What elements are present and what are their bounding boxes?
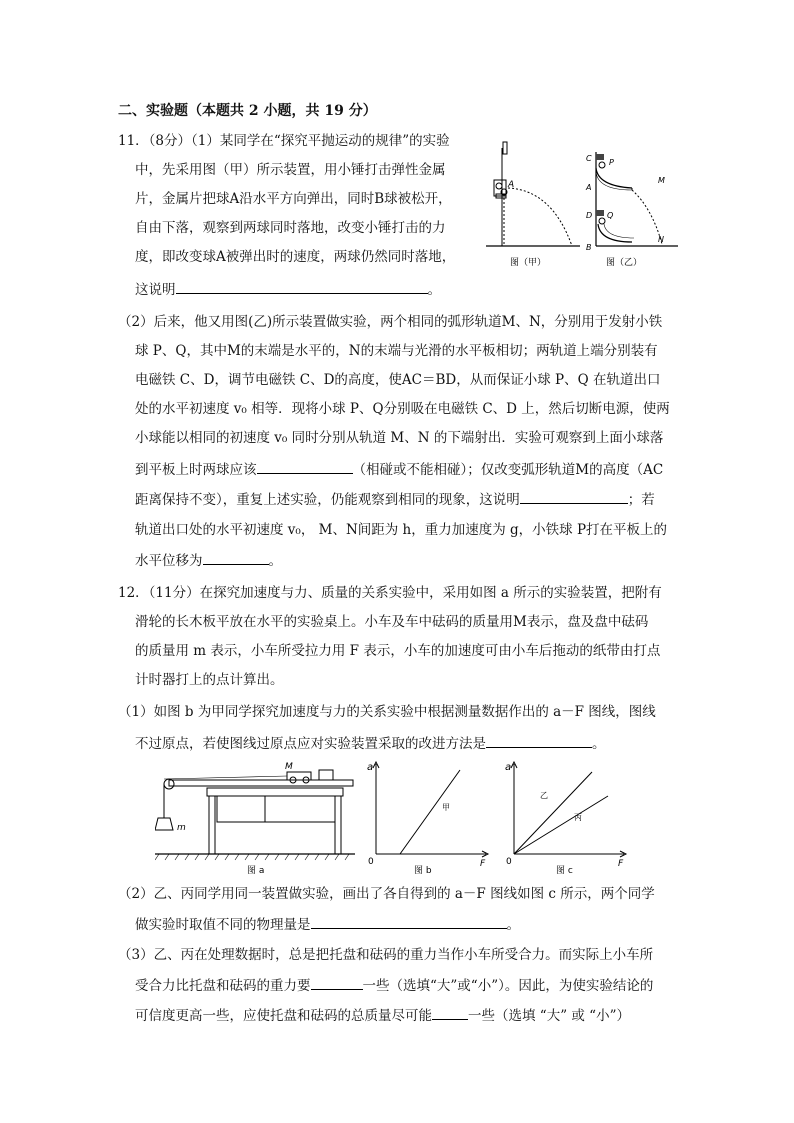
q11-text-collide: （相碰或不能相碰）；仅改变弧形轨道M的高度（AC	[352, 462, 664, 478]
q11-p2-line-2: 球 P、Q，其中M的末端是水平的，N的末端与光滑的水平板相切；两轨道上端分别装有	[135, 343, 658, 359]
q12-line-4: 计时器打上的点计算出。	[135, 672, 284, 688]
jia-caption: 图（甲）	[510, 258, 547, 268]
q11-line-6	[135, 279, 441, 300]
fig-c-x-label: F	[618, 859, 624, 869]
q12-p1-line-1: （1）如图 b 为甲同学探究加速度与力的关系实验中根据测量数据作出的 a－F 图线，图线	[118, 704, 656, 720]
yi-label-b: B	[586, 243, 592, 252]
fig-c-label-bing: 丙	[574, 813, 582, 822]
fig-a-label-m-small: m	[177, 823, 186, 833]
jia-label-a: A	[508, 180, 515, 190]
yi-label-a: A	[586, 183, 592, 192]
q11-line-3: 片，金属片把球A沿水平方向弹出，同时B球被松开，	[135, 191, 452, 207]
fig-a-label-m-big: M	[285, 762, 293, 772]
fig-a-board	[169, 780, 353, 786]
q12-p1-line-2	[135, 733, 606, 754]
q11-line-5: 度，即改变球A被弹出时的速度，两球仍然同时落地，	[135, 249, 456, 265]
q12-answer-blank-1[interactable]	[486, 733, 592, 748]
yi-label-n: N	[658, 235, 664, 244]
figure-c	[500, 758, 630, 878]
q11-text-should: 到平板上时两球应该	[135, 462, 257, 478]
fig-c-label-yi: 乙	[540, 791, 548, 800]
yi-ball-q	[599, 218, 605, 224]
q12-answer-blank-2[interactable]	[311, 914, 507, 929]
q11-line-2: 中，先采用图（甲）所示装置，用小锤打击弹性金属	[135, 162, 446, 178]
fig-a-caption: 图 a	[247, 866, 265, 876]
fig-c-y-label: a	[505, 762, 512, 773]
q12-text-choose-2: 一些（选填 “大” 或 “小”）	[468, 1008, 630, 1024]
fig-c-origin: 0	[506, 857, 512, 867]
q11-text-displacement: 水平位移为	[135, 553, 203, 569]
q11-answer-blank-1[interactable]	[176, 279, 428, 294]
jia-ball-a	[496, 183, 502, 189]
yi-label-m: M	[658, 176, 665, 185]
figure-jia	[482, 138, 582, 270]
q12-line-1: 12．（11分）在探究加速度与力、质量的关系实验中，采用如图 a 所示的实验装置，把附有	[118, 585, 662, 601]
fig-b-line-label: 甲	[442, 803, 450, 812]
fig-a-weight	[155, 818, 173, 830]
q12-p3-line-1: （3）乙、丙在处理数据时，总是把托盘和砝码的重力当作小车所受合力。而实际上小车所	[118, 947, 654, 963]
q11-line-4: 自由下落，观察到两球同时落地，改变小锤打击的力	[135, 220, 446, 236]
fig-c-caption: 图 c	[556, 866, 573, 876]
q12-answer-blank-4[interactable]	[432, 1005, 468, 1020]
jia-hammer	[503, 142, 507, 154]
fig-b-caption: 图 b	[414, 866, 432, 876]
q12-period-2: 。	[506, 917, 520, 933]
q11-p2-line-5: 小球能以相同的初速度 v₀ 同时分别从轨道 M、N 的下端射出．实验可观察到上面小球落	[135, 430, 664, 446]
fig-b-y-label: a	[367, 762, 374, 773]
q12-text-improve: 不过原点，若使图线过原点应对实验装置采取的改进方法是	[135, 736, 486, 752]
q11-p2-line-3: 电磁铁 C、D，调节电磁铁 C、D的高度，使AC＝BD，从而保证小球 P、Q 在轨道出口	[135, 372, 661, 388]
q11-line-1: 11．（8分）（1）某同学在“探究平抛运动的规律”的实验	[118, 133, 450, 149]
jia-trajectory	[508, 188, 572, 246]
q12-text-quantity: 做实验时取值不同的物理量是	[135, 917, 311, 933]
q12-p3-line-3	[135, 1005, 630, 1026]
q11-answer-blank-2[interactable]	[257, 459, 353, 474]
figure-yi	[582, 138, 682, 270]
q11-p2-line-4: 处的水平初速度 v₀ 相等．现将小球 P、Q分别吸在电磁铁 C、D 上，然后切断电源，使两	[135, 401, 670, 417]
q11-text-this-shows: 这说明	[135, 282, 176, 298]
q12-line-2: 滑轮的长木板平放在水平的实验桌上。小车及车中砝码的质量用M表示，盘及盘中砝码	[135, 614, 649, 630]
q11-p2-line-1: （2）后来，他又用图(乙)所示装置做实验，两个相同的弧形轨道M、N，分别用于发射小铁	[118, 314, 663, 330]
q11-period: 。	[427, 282, 441, 298]
q11-text-if: ；若	[627, 492, 655, 508]
yi-label-p: P	[609, 158, 614, 167]
q12-line-3: 的质量用 m 表示，小车所受拉力用 F 表示，小车的加速度可由小车后拖动的纸带由打点	[135, 643, 661, 659]
q12-text-choose-1: 一些（选填“大”或“小”）。因此，为使实验结论的	[362, 978, 654, 994]
section-title: 二、实验题（本题共 2 小题，共 19 分）	[118, 103, 377, 119]
yi-label-q: Q	[607, 211, 614, 220]
q11-answer-blank-3[interactable]	[520, 489, 628, 504]
yi-ball-p	[599, 162, 605, 168]
fig-b-x-label: F	[480, 859, 486, 869]
q11-p2-line-6	[135, 459, 663, 480]
yi-label-d: D	[586, 211, 593, 220]
yi-caption: 图（乙）	[606, 258, 643, 268]
q12-text-force: 受合力比托盘和砝码的重力要	[135, 978, 311, 994]
fig-b-line-jia	[400, 770, 460, 854]
q12-p2-line-1: （2）乙、丙同学用同一装置做实验，画出了各自得到的 a－F 图线如图 c 所示，两个同学	[118, 886, 655, 902]
q12-p2-line-2	[135, 914, 520, 935]
q12-period: 。	[592, 736, 606, 752]
q11-p2-line-7	[135, 489, 655, 510]
q11-p2-line-9	[135, 550, 282, 571]
q11-answer-blank-4[interactable]	[203, 550, 269, 565]
q11-text-repeat: 距离保持不变），重复上述实验，仍能观察到相同的现象，这说明	[135, 492, 520, 508]
q12-text-mass: 可信度更高一些，应使托盘和砝码的总质量尽可能	[135, 1008, 432, 1024]
yi-magnet-d	[596, 210, 604, 216]
figure-b	[362, 758, 492, 878]
q12-answer-blank-3[interactable]	[311, 975, 363, 990]
q11-p2-line-8: 轨道出口处的水平初速度 v₀， M、N间距为 h，重力加速度为 g，小铁球 P打在平板上的	[135, 522, 668, 538]
q11-period-2: 。	[268, 553, 282, 569]
yi-magnet-c	[596, 154, 604, 160]
figure-a	[155, 758, 355, 878]
fig-b-origin: 0	[368, 857, 374, 867]
yi-track-m	[596, 168, 632, 188]
yi-label-c: C	[586, 154, 592, 163]
yi-track-n	[598, 224, 632, 242]
fig-a-tabletop	[207, 788, 343, 796]
q12-p3-line-2	[135, 975, 653, 996]
